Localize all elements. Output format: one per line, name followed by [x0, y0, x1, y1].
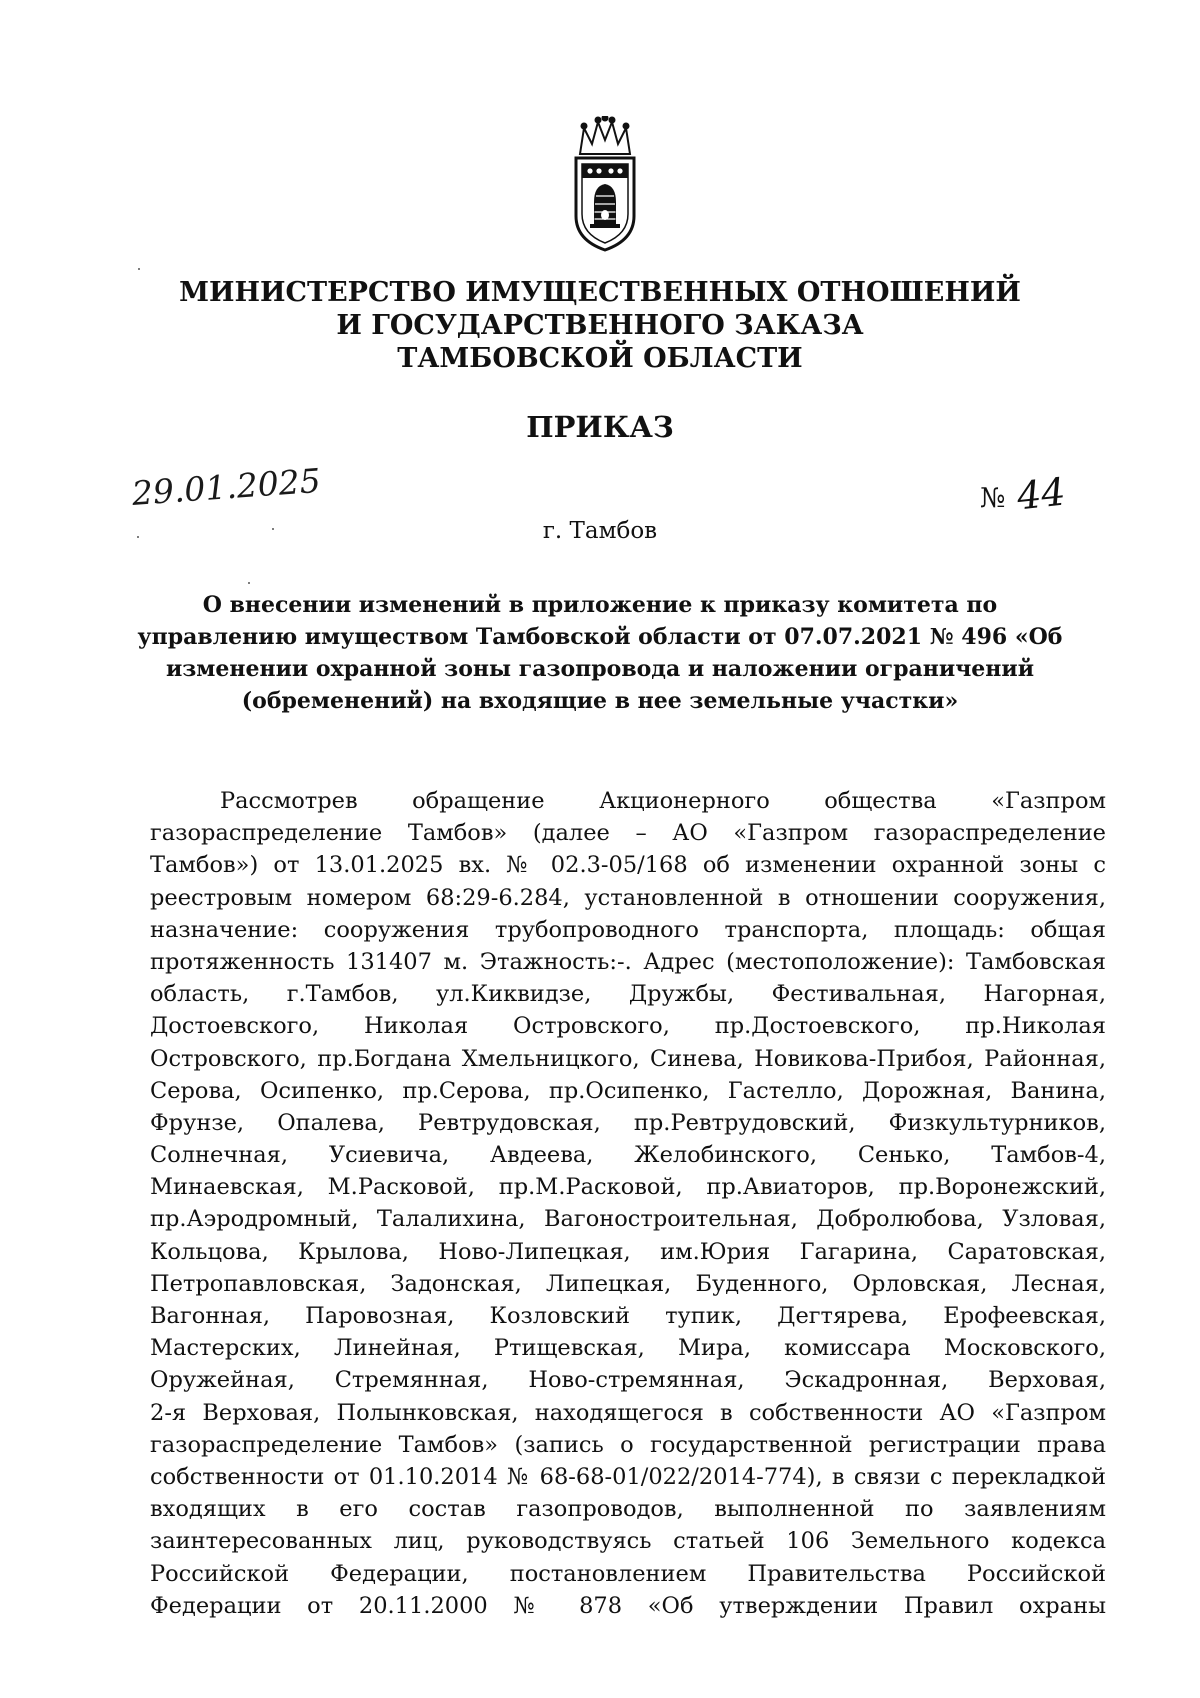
scan-speck	[137, 536, 139, 538]
body-line: область, г.Тамбов, ул.Киквидзе, Дружбы, Фестивальная, Нагорная,	[150, 981, 1106, 1008]
body-line: реестровым номером 68:29-6.284, установленной в отношении сооружения,	[150, 884, 1106, 911]
body-line: Вагонная, Паровозная, Козловский тупик, Дегтярева, Ерофеевская,	[150, 1303, 1106, 1329]
ministry-line-1: МИНИСТЕРСТВО ИМУЩЕСТВЕННЫХ ОТНОШЕНИЙ	[179, 277, 1021, 308]
body-line: назначение: сооружения трубопроводного транспорта, площадь: общая	[150, 916, 1106, 943]
scan-speck	[138, 268, 140, 270]
subject-line-4: (обременений) на входящие в нее земельные участки»	[241, 688, 959, 714]
number-sign: №	[980, 483, 1006, 514]
body-line: заинтересованных лиц, руководствуясь статьей 106 Земельного кодекса	[150, 1528, 1106, 1555]
body-line: Оружейная, Стремянная, Ново-стремянная, Эскадронная, Верховая,	[150, 1367, 1106, 1394]
body-line: Серова, Осипенко, пр.Серова, пр.Осипенко, Гастелло, Дорожная, Ванина,	[150, 1077, 1106, 1104]
ministry-name	[100, 276, 1100, 375]
subject-line-1: О внесении изменений в приложение к приказу комитета по	[202, 592, 998, 618]
body-line: Солнечная, Усиевича, Авдеева, Желобинского, Сенько, Тамбов-4,	[150, 1142, 1106, 1169]
body-line: протяженность 131407 м. Этажность:-. Адрес (местоположение): Тамбовская	[150, 948, 1106, 975]
body-line: собственности от 01.10.2014 № 68-68-01/022/2014-774), в связи с перекладкой	[150, 1463, 1106, 1490]
body-line: Российской Федерации, постановлением Правительства Российской	[150, 1560, 1106, 1587]
handwritten-number: 44	[1014, 469, 1068, 519]
handwritten-date: 29.01.2025	[130, 460, 322, 513]
ministry-line-2: И ГОСУДАРСТВЕННОГО ЗАКАЗА	[336, 310, 864, 341]
subject-line-2: управлению имуществом Тамбовской области от 07.07.2021 № 496 «Об	[137, 624, 1063, 650]
body-line: Петропавловская, Задонская, Липецкая, Буденного, Орловская, Лесная,	[150, 1270, 1106, 1297]
subject-line-3: изменении охранной зоны газопровода и наложении ограничений	[165, 656, 1035, 682]
city-name: г. Тамбов	[542, 518, 658, 544]
scan-speck	[272, 528, 274, 530]
document-type: ПРИКАЗ	[526, 410, 674, 444]
body-line: Федерации от 20.11.2000 № 878 «Об утверждении Правил охраны	[150, 1592, 1106, 1619]
body-paragraph	[150, 785, 1106, 1622]
body-line: Фрунзе, Опалева, Ревтрудовская, пр.Ревтрудовский, Физкультурников,	[150, 1109, 1106, 1136]
body-line: Кольцова, Крылова, Ново-Липецкая, им.Юрия Гагарина, Саратовская,	[150, 1238, 1106, 1265]
body-line: газораспределение Тамбов» (далее – АО «Газпром газораспределение	[150, 820, 1106, 847]
body-line: 2-я Верховая, Полынковская, находящегося в собственности АО «Газпром	[150, 1399, 1106, 1426]
body-line: Тамбов») от 13.01.2025 вх. № 02.3-05/168 об изменении охранной зоны с	[150, 852, 1106, 879]
scan-speck	[248, 582, 250, 584]
body-line: Мастерских, Линейная, Ртищевская, Мира, комиссара Московского,	[150, 1335, 1106, 1362]
body-line: Островского, пр.Богдана Хмельницкого, Синева, Новикова-Прибоя, Районная,	[150, 1045, 1106, 1072]
order-number	[980, 469, 1068, 519]
body-line: газораспределение Тамбов» (запись о государственной регистрации права	[150, 1431, 1106, 1458]
order-subject	[100, 589, 1100, 717]
body-line: Минаевская, М.Расковой, пр.М.Расковой, пр.Авиаторов, пр.Воронежский,	[150, 1174, 1106, 1201]
coat-of-arms-emblem	[570, 116, 640, 252]
body-line: Рассмотрев обращение Акционерного общества «Газпром	[220, 788, 1106, 814]
body-line: Достоевского, Николая Островского, пр.Достоевского, пр.Николая	[150, 1013, 1106, 1040]
body-line: пр.Аэродромный, Талалихина, Вагоностроительная, Добролюбова, Узловая,	[150, 1206, 1106, 1233]
ministry-line-3: ТАМБОВСКОЙ ОБЛАСТИ	[397, 343, 803, 374]
body-line: входящих в его состав газопроводов, выполненной по заявлениям	[150, 1496, 1106, 1523]
